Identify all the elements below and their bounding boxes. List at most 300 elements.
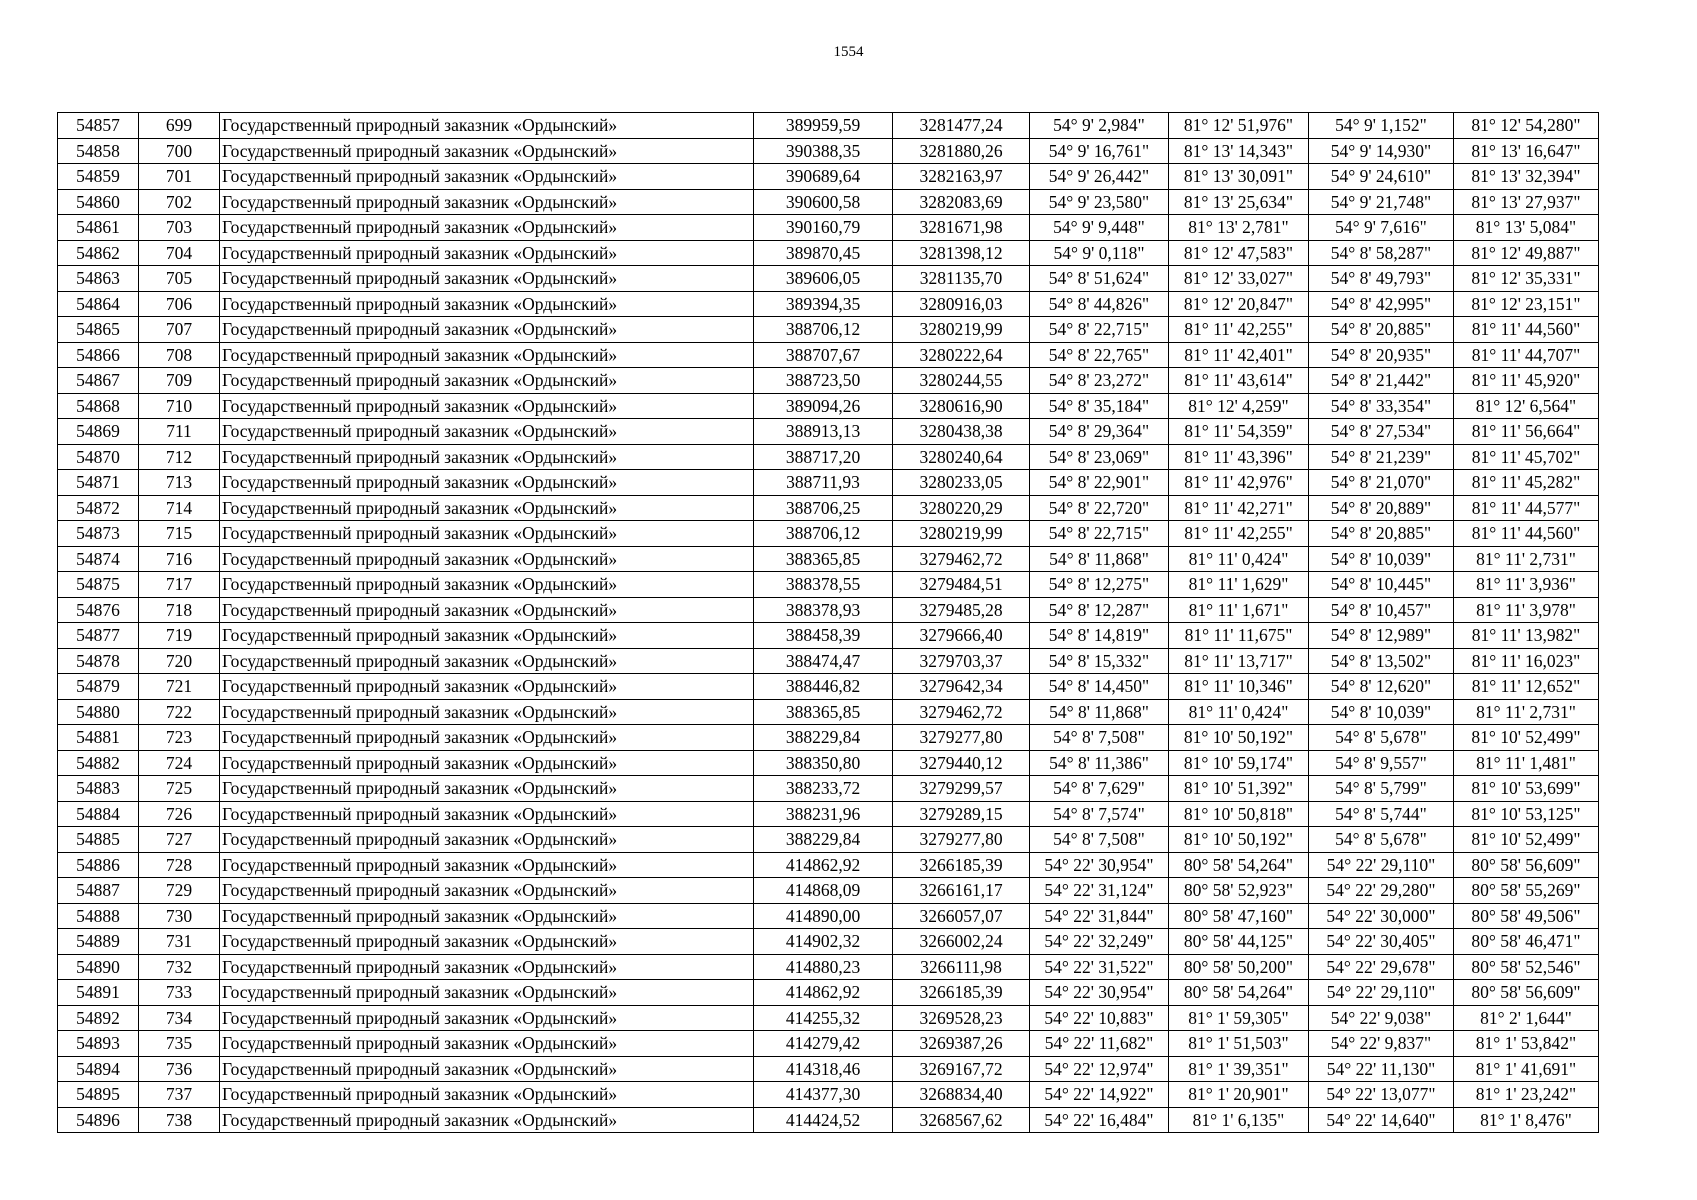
longitude-cell: 81° 12' 6,564"	[1454, 393, 1599, 419]
row-number-cell: 54888	[58, 903, 139, 929]
object-name-cell: Государственный природный заказник «Ордынский»	[220, 1082, 754, 1108]
object-name-cell: Государственный природный заказник «Ордынский»	[220, 725, 754, 751]
x-coordinate-cell: 414862,92	[754, 980, 893, 1006]
table-row	[58, 954, 1599, 980]
longitude-cell: 81° 13' 5,084"	[1454, 215, 1599, 241]
object-name-cell: Государственный природный заказник «Ордынский»	[220, 929, 754, 955]
x-coordinate-cell: 389394,35	[754, 291, 893, 317]
row-number-cell: 54876	[58, 597, 139, 623]
latitude-cell: 54° 8' 22,715"	[1030, 317, 1169, 343]
row-number-cell: 54893	[58, 1031, 139, 1057]
row-number-cell: 54884	[58, 801, 139, 827]
latitude-cell: 54° 9' 9,448"	[1030, 215, 1169, 241]
point-number-cell: 732	[139, 954, 220, 980]
row-number-cell: 54869	[58, 419, 139, 445]
table-row	[58, 368, 1599, 394]
x-coordinate-cell: 388706,12	[754, 521, 893, 547]
latitude-cell: 54° 22' 11,682"	[1030, 1031, 1169, 1057]
longitude-cell: 81° 12' 51,976"	[1169, 113, 1309, 139]
point-number-cell: 720	[139, 648, 220, 674]
y-coordinate-cell: 3280240,64	[893, 444, 1030, 470]
longitude-cell: 81° 11' 1,671"	[1169, 597, 1309, 623]
object-name-cell: Государственный природный заказник «Ордынский»	[220, 368, 754, 394]
latitude-cell: 54° 8' 9,557"	[1309, 750, 1454, 776]
latitude-cell: 54° 8' 11,386"	[1030, 750, 1169, 776]
y-coordinate-cell: 3279484,51	[893, 572, 1030, 598]
latitude-cell: 54° 22' 12,974"	[1030, 1056, 1169, 1082]
table-row	[58, 189, 1599, 215]
row-number-cell: 54892	[58, 1005, 139, 1031]
row-number-cell: 54858	[58, 138, 139, 164]
point-number-cell: 709	[139, 368, 220, 394]
latitude-cell: 54° 8' 12,989"	[1309, 623, 1454, 649]
longitude-cell: 81° 12' 33,027"	[1169, 266, 1309, 292]
table-row	[58, 495, 1599, 521]
longitude-cell: 81° 11' 44,707"	[1454, 342, 1599, 368]
point-number-cell: 731	[139, 929, 220, 955]
coordinates-table	[57, 112, 1599, 1133]
latitude-cell: 54° 8' 12,275"	[1030, 572, 1169, 598]
latitude-cell: 54° 8' 10,039"	[1309, 546, 1454, 572]
x-coordinate-cell: 388458,39	[754, 623, 893, 649]
longitude-cell: 81° 1' 20,901"	[1169, 1082, 1309, 1108]
latitude-cell: 54° 22' 14,640"	[1309, 1107, 1454, 1133]
latitude-cell: 54° 22' 9,038"	[1309, 1005, 1454, 1031]
x-coordinate-cell: 388378,55	[754, 572, 893, 598]
latitude-cell: 54° 8' 5,678"	[1309, 725, 1454, 751]
object-name-cell: Государственный природный заказник «Ордынский»	[220, 674, 754, 700]
latitude-cell: 54° 22' 16,484"	[1030, 1107, 1169, 1133]
longitude-cell: 81° 10' 50,192"	[1169, 725, 1309, 751]
latitude-cell: 54° 9' 1,152"	[1309, 113, 1454, 139]
x-coordinate-cell: 389959,59	[754, 113, 893, 139]
table-row	[58, 597, 1599, 623]
row-number-cell: 54896	[58, 1107, 139, 1133]
point-number-cell: 713	[139, 470, 220, 496]
latitude-cell: 54° 8' 21,442"	[1309, 368, 1454, 394]
latitude-cell: 54° 9' 24,610"	[1309, 164, 1454, 190]
longitude-cell: 81° 13' 25,634"	[1169, 189, 1309, 215]
y-coordinate-cell: 3279703,37	[893, 648, 1030, 674]
latitude-cell: 54° 22' 31,522"	[1030, 954, 1169, 980]
latitude-cell: 54° 8' 22,720"	[1030, 495, 1169, 521]
longitude-cell: 81° 11' 43,396"	[1169, 444, 1309, 470]
row-number-cell: 54886	[58, 852, 139, 878]
point-number-cell: 730	[139, 903, 220, 929]
latitude-cell: 54° 8' 33,354"	[1309, 393, 1454, 419]
row-number-cell: 54885	[58, 827, 139, 853]
y-coordinate-cell: 3279277,80	[893, 827, 1030, 853]
longitude-cell: 81° 11' 42,271"	[1169, 495, 1309, 521]
point-number-cell: 722	[139, 699, 220, 725]
table-row	[58, 113, 1599, 139]
point-number-cell: 704	[139, 240, 220, 266]
latitude-cell: 54° 8' 58,287"	[1309, 240, 1454, 266]
x-coordinate-cell: 388365,85	[754, 699, 893, 725]
x-coordinate-cell: 390160,79	[754, 215, 893, 241]
longitude-cell: 81° 10' 51,392"	[1169, 776, 1309, 802]
latitude-cell: 54° 8' 7,574"	[1030, 801, 1169, 827]
longitude-cell: 81° 11' 3,978"	[1454, 597, 1599, 623]
y-coordinate-cell: 3280222,64	[893, 342, 1030, 368]
table-row	[58, 546, 1599, 572]
latitude-cell: 54° 22' 14,922"	[1030, 1082, 1169, 1108]
latitude-cell: 54° 9' 7,616"	[1309, 215, 1454, 241]
point-number-cell: 721	[139, 674, 220, 700]
object-name-cell: Государственный природный заказник «Ордынский»	[220, 903, 754, 929]
table-row	[58, 852, 1599, 878]
table-row	[58, 699, 1599, 725]
x-coordinate-cell: 414424,52	[754, 1107, 893, 1133]
longitude-cell: 80° 58' 54,264"	[1169, 852, 1309, 878]
table-row	[58, 138, 1599, 164]
table-row	[58, 572, 1599, 598]
row-number-cell: 54891	[58, 980, 139, 1006]
y-coordinate-cell: 3279666,40	[893, 623, 1030, 649]
longitude-cell: 81° 11' 42,401"	[1169, 342, 1309, 368]
latitude-cell: 54° 22' 30,000"	[1309, 903, 1454, 929]
latitude-cell: 54° 8' 20,889"	[1309, 495, 1454, 521]
latitude-cell: 54° 9' 23,580"	[1030, 189, 1169, 215]
x-coordinate-cell: 390600,58	[754, 189, 893, 215]
longitude-cell: 81° 1' 59,305"	[1169, 1005, 1309, 1031]
row-number-cell: 54882	[58, 750, 139, 776]
x-coordinate-cell: 414880,23	[754, 954, 893, 980]
longitude-cell: 81° 1' 8,476"	[1454, 1107, 1599, 1133]
object-name-cell: Государственный природный заказник «Ордынский»	[220, 852, 754, 878]
object-name-cell: Государственный природный заказник «Ордынский»	[220, 699, 754, 725]
y-coordinate-cell: 3279277,80	[893, 725, 1030, 751]
latitude-cell: 54° 8' 10,039"	[1309, 699, 1454, 725]
object-name-cell: Государственный природный заказник «Ордынский»	[220, 1107, 754, 1133]
object-name-cell: Государственный природный заказник «Ордынский»	[220, 878, 754, 904]
row-number-cell: 54871	[58, 470, 139, 496]
latitude-cell: 54° 8' 7,508"	[1030, 827, 1169, 853]
point-number-cell: 735	[139, 1031, 220, 1057]
table-row	[58, 623, 1599, 649]
longitude-cell: 81° 12' 4,259"	[1169, 393, 1309, 419]
longitude-cell: 80° 58' 56,609"	[1454, 980, 1599, 1006]
object-name-cell: Государственный природный заказник «Ордынский»	[220, 419, 754, 445]
object-name-cell: Государственный природный заказник «Ордынский»	[220, 495, 754, 521]
table-row	[58, 929, 1599, 955]
longitude-cell: 81° 10' 52,499"	[1454, 827, 1599, 853]
table-row	[58, 878, 1599, 904]
longitude-cell: 81° 11' 0,424"	[1169, 699, 1309, 725]
longitude-cell: 80° 58' 44,125"	[1169, 929, 1309, 955]
point-number-cell: 705	[139, 266, 220, 292]
row-number-cell: 54878	[58, 648, 139, 674]
y-coordinate-cell: 3279642,34	[893, 674, 1030, 700]
y-coordinate-cell: 3279299,57	[893, 776, 1030, 802]
longitude-cell: 81° 11' 45,702"	[1454, 444, 1599, 470]
table-row	[58, 725, 1599, 751]
latitude-cell: 54° 22' 30,405"	[1309, 929, 1454, 955]
longitude-cell: 81° 10' 53,125"	[1454, 801, 1599, 827]
y-coordinate-cell: 3279462,72	[893, 546, 1030, 572]
point-number-cell: 703	[139, 215, 220, 241]
x-coordinate-cell: 390388,35	[754, 138, 893, 164]
longitude-cell: 81° 11' 1,481"	[1454, 750, 1599, 776]
object-name-cell: Государственный природный заказник «Ордынский»	[220, 317, 754, 343]
table-row	[58, 215, 1599, 241]
latitude-cell: 54° 8' 13,502"	[1309, 648, 1454, 674]
y-coordinate-cell: 3281398,12	[893, 240, 1030, 266]
point-number-cell: 711	[139, 419, 220, 445]
x-coordinate-cell: 414279,42	[754, 1031, 893, 1057]
latitude-cell: 54° 8' 20,885"	[1309, 317, 1454, 343]
x-coordinate-cell: 388350,80	[754, 750, 893, 776]
y-coordinate-cell: 3269167,72	[893, 1056, 1030, 1082]
longitude-cell: 81° 10' 50,192"	[1169, 827, 1309, 853]
longitude-cell: 81° 1' 53,842"	[1454, 1031, 1599, 1057]
y-coordinate-cell: 3279440,12	[893, 750, 1030, 776]
latitude-cell: 54° 8' 5,678"	[1309, 827, 1454, 853]
y-coordinate-cell: 3269528,23	[893, 1005, 1030, 1031]
row-number-cell: 54867	[58, 368, 139, 394]
y-coordinate-cell: 3280233,05	[893, 470, 1030, 496]
object-name-cell: Государственный природный заказник «Ордынский»	[220, 444, 754, 470]
y-coordinate-cell: 3266185,39	[893, 852, 1030, 878]
row-number-cell: 54870	[58, 444, 139, 470]
point-number-cell: 716	[139, 546, 220, 572]
point-number-cell: 702	[139, 189, 220, 215]
object-name-cell: Государственный природный заказник «Ордынский»	[220, 1005, 754, 1031]
object-name-cell: Государственный природный заказник «Ордынский»	[220, 470, 754, 496]
longitude-cell: 80° 58' 52,923"	[1169, 878, 1309, 904]
row-number-cell: 54864	[58, 291, 139, 317]
longitude-cell: 81° 10' 50,818"	[1169, 801, 1309, 827]
point-number-cell: 708	[139, 342, 220, 368]
latitude-cell: 54° 8' 10,445"	[1309, 572, 1454, 598]
latitude-cell: 54° 8' 44,826"	[1030, 291, 1169, 317]
latitude-cell: 54° 22' 32,249"	[1030, 929, 1169, 955]
row-number-cell: 54865	[58, 317, 139, 343]
longitude-cell: 80° 58' 56,609"	[1454, 852, 1599, 878]
latitude-cell: 54° 8' 7,629"	[1030, 776, 1169, 802]
longitude-cell: 81° 1' 39,351"	[1169, 1056, 1309, 1082]
table-row	[58, 674, 1599, 700]
table-row	[58, 801, 1599, 827]
latitude-cell: 54° 8' 14,450"	[1030, 674, 1169, 700]
latitude-cell: 54° 8' 5,744"	[1309, 801, 1454, 827]
table-row	[58, 1031, 1599, 1057]
latitude-cell: 54° 8' 27,534"	[1309, 419, 1454, 445]
object-name-cell: Государственный природный заказник «Ордынский»	[220, 1031, 754, 1057]
longitude-cell: 81° 2' 1,644"	[1454, 1005, 1599, 1031]
object-name-cell: Государственный природный заказник «Ордынский»	[220, 1056, 754, 1082]
row-number-cell: 54862	[58, 240, 139, 266]
y-coordinate-cell: 3281880,26	[893, 138, 1030, 164]
object-name-cell: Государственный природный заказник «Ордынский»	[220, 546, 754, 572]
latitude-cell: 54° 22' 29,110"	[1309, 852, 1454, 878]
y-coordinate-cell: 3266002,24	[893, 929, 1030, 955]
longitude-cell: 81° 10' 53,699"	[1454, 776, 1599, 802]
latitude-cell: 54° 9' 14,930"	[1309, 138, 1454, 164]
y-coordinate-cell: 3280616,90	[893, 393, 1030, 419]
latitude-cell: 54° 22' 11,130"	[1309, 1056, 1454, 1082]
longitude-cell: 81° 13' 27,937"	[1454, 189, 1599, 215]
longitude-cell: 81° 11' 42,976"	[1169, 470, 1309, 496]
longitude-cell: 81° 11' 44,577"	[1454, 495, 1599, 521]
longitude-cell: 81° 11' 2,731"	[1454, 546, 1599, 572]
table-row	[58, 827, 1599, 853]
table-row	[58, 1107, 1599, 1133]
longitude-cell: 80° 58' 49,506"	[1454, 903, 1599, 929]
y-coordinate-cell: 3280916,03	[893, 291, 1030, 317]
object-name-cell: Государственный природный заказник «Ордынский»	[220, 827, 754, 853]
longitude-cell: 81° 12' 23,151"	[1454, 291, 1599, 317]
point-number-cell: 724	[139, 750, 220, 776]
y-coordinate-cell: 3280438,38	[893, 419, 1030, 445]
x-coordinate-cell: 414890,00	[754, 903, 893, 929]
object-name-cell: Государственный природный заказник «Ордынский»	[220, 266, 754, 292]
object-name-cell: Государственный природный заказник «Ордынский»	[220, 750, 754, 776]
row-number-cell: 54872	[58, 495, 139, 521]
latitude-cell: 54° 8' 15,332"	[1030, 648, 1169, 674]
object-name-cell: Государственный природный заказник «Ордынский»	[220, 521, 754, 547]
latitude-cell: 54° 8' 21,070"	[1309, 470, 1454, 496]
longitude-cell: 81° 11' 1,629"	[1169, 572, 1309, 598]
table-row	[58, 393, 1599, 419]
longitude-cell: 81° 11' 42,255"	[1169, 317, 1309, 343]
row-number-cell: 54874	[58, 546, 139, 572]
latitude-cell: 54° 9' 21,748"	[1309, 189, 1454, 215]
row-number-cell: 54861	[58, 215, 139, 241]
longitude-cell: 80° 58' 52,546"	[1454, 954, 1599, 980]
point-number-cell: 727	[139, 827, 220, 853]
x-coordinate-cell: 388446,82	[754, 674, 893, 700]
longitude-cell: 81° 11' 13,982"	[1454, 623, 1599, 649]
object-name-cell: Государственный природный заказник «Ордынский»	[220, 240, 754, 266]
point-number-cell: 717	[139, 572, 220, 598]
longitude-cell: 81° 1' 23,242"	[1454, 1082, 1599, 1108]
x-coordinate-cell: 388378,93	[754, 597, 893, 623]
point-number-cell: 733	[139, 980, 220, 1006]
latitude-cell: 54° 8' 14,819"	[1030, 623, 1169, 649]
point-number-cell: 728	[139, 852, 220, 878]
y-coordinate-cell: 3280219,99	[893, 521, 1030, 547]
y-coordinate-cell: 3269387,26	[893, 1031, 1030, 1057]
latitude-cell: 54° 8' 42,995"	[1309, 291, 1454, 317]
latitude-cell: 54° 8' 51,624"	[1030, 266, 1169, 292]
longitude-cell: 81° 11' 54,359"	[1169, 419, 1309, 445]
longitude-cell: 81° 11' 43,614"	[1169, 368, 1309, 394]
point-number-cell: 701	[139, 164, 220, 190]
row-number-cell: 54889	[58, 929, 139, 955]
x-coordinate-cell: 414868,09	[754, 878, 893, 904]
object-name-cell: Государственный природный заказник «Ордынский»	[220, 393, 754, 419]
row-number-cell: 54866	[58, 342, 139, 368]
latitude-cell: 54° 8' 7,508"	[1030, 725, 1169, 751]
y-coordinate-cell: 3280219,99	[893, 317, 1030, 343]
latitude-cell: 54° 22' 29,678"	[1309, 954, 1454, 980]
coordinates-table-body	[58, 113, 1599, 1133]
x-coordinate-cell: 389870,45	[754, 240, 893, 266]
point-number-cell: 706	[139, 291, 220, 317]
longitude-cell: 81° 11' 12,652"	[1454, 674, 1599, 700]
y-coordinate-cell: 3279289,15	[893, 801, 1030, 827]
object-name-cell: Государственный природный заказник «Ордынский»	[220, 342, 754, 368]
latitude-cell: 54° 8' 49,793"	[1309, 266, 1454, 292]
row-number-cell: 54881	[58, 725, 139, 751]
object-name-cell: Государственный природный заказник «Ордынский»	[220, 291, 754, 317]
row-number-cell: 54860	[58, 189, 139, 215]
latitude-cell: 54° 9' 16,761"	[1030, 138, 1169, 164]
point-number-cell: 729	[139, 878, 220, 904]
point-number-cell: 699	[139, 113, 220, 139]
x-coordinate-cell: 388474,47	[754, 648, 893, 674]
row-number-cell: 54857	[58, 113, 139, 139]
latitude-cell: 54° 22' 13,077"	[1309, 1082, 1454, 1108]
object-name-cell: Государственный природный заказник «Ордынский»	[220, 572, 754, 598]
latitude-cell: 54° 22' 31,844"	[1030, 903, 1169, 929]
table-row	[58, 903, 1599, 929]
row-number-cell: 54859	[58, 164, 139, 190]
latitude-cell: 54° 8' 22,765"	[1030, 342, 1169, 368]
x-coordinate-cell: 414862,92	[754, 852, 893, 878]
table-row	[58, 1056, 1599, 1082]
point-number-cell: 726	[139, 801, 220, 827]
y-coordinate-cell: 3282163,97	[893, 164, 1030, 190]
latitude-cell: 54° 9' 26,442"	[1030, 164, 1169, 190]
point-number-cell: 707	[139, 317, 220, 343]
longitude-cell: 81° 11' 10,346"	[1169, 674, 1309, 700]
object-name-cell: Государственный природный заказник «Ордынский»	[220, 801, 754, 827]
longitude-cell: 81° 12' 35,331"	[1454, 266, 1599, 292]
longitude-cell: 80° 58' 50,200"	[1169, 954, 1309, 980]
row-number-cell: 54877	[58, 623, 139, 649]
latitude-cell: 54° 22' 29,280"	[1309, 878, 1454, 904]
point-number-cell: 734	[139, 1005, 220, 1031]
x-coordinate-cell: 414318,46	[754, 1056, 893, 1082]
table-row	[58, 291, 1599, 317]
longitude-cell: 81° 11' 44,560"	[1454, 521, 1599, 547]
row-number-cell: 54868	[58, 393, 139, 419]
table-row	[58, 521, 1599, 547]
table-row	[58, 980, 1599, 1006]
latitude-cell: 54° 8' 10,457"	[1309, 597, 1454, 623]
object-name-cell: Государственный природный заказник «Ордынский»	[220, 113, 754, 139]
point-number-cell: 725	[139, 776, 220, 802]
table-row	[58, 776, 1599, 802]
latitude-cell: 54° 8' 12,620"	[1309, 674, 1454, 700]
longitude-cell: 80° 58' 47,160"	[1169, 903, 1309, 929]
point-number-cell: 700	[139, 138, 220, 164]
page-number: 1554	[833, 44, 864, 60]
table-row	[58, 240, 1599, 266]
longitude-cell: 81° 11' 3,936"	[1454, 572, 1599, 598]
latitude-cell: 54° 22' 30,954"	[1030, 980, 1169, 1006]
object-name-cell: Государственный природный заказник «Ордынский»	[220, 648, 754, 674]
latitude-cell: 54° 8' 12,287"	[1030, 597, 1169, 623]
row-number-cell: 54895	[58, 1082, 139, 1108]
object-name-cell: Государственный природный заказник «Ордынский»	[220, 623, 754, 649]
longitude-cell: 81° 13' 2,781"	[1169, 215, 1309, 241]
longitude-cell: 81° 11' 45,282"	[1454, 470, 1599, 496]
latitude-cell: 54° 22' 29,110"	[1309, 980, 1454, 1006]
x-coordinate-cell: 388365,85	[754, 546, 893, 572]
y-coordinate-cell: 3282083,69	[893, 189, 1030, 215]
y-coordinate-cell: 3266161,17	[893, 878, 1030, 904]
longitude-cell: 81° 11' 44,560"	[1454, 317, 1599, 343]
x-coordinate-cell: 388233,72	[754, 776, 893, 802]
x-coordinate-cell: 388913,13	[754, 419, 893, 445]
object-name-cell: Государственный природный заказник «Ордынский»	[220, 597, 754, 623]
object-name-cell: Государственный природный заказник «Ордынский»	[220, 189, 754, 215]
latitude-cell: 54° 9' 2,984"	[1030, 113, 1169, 139]
latitude-cell: 54° 22' 30,954"	[1030, 852, 1169, 878]
